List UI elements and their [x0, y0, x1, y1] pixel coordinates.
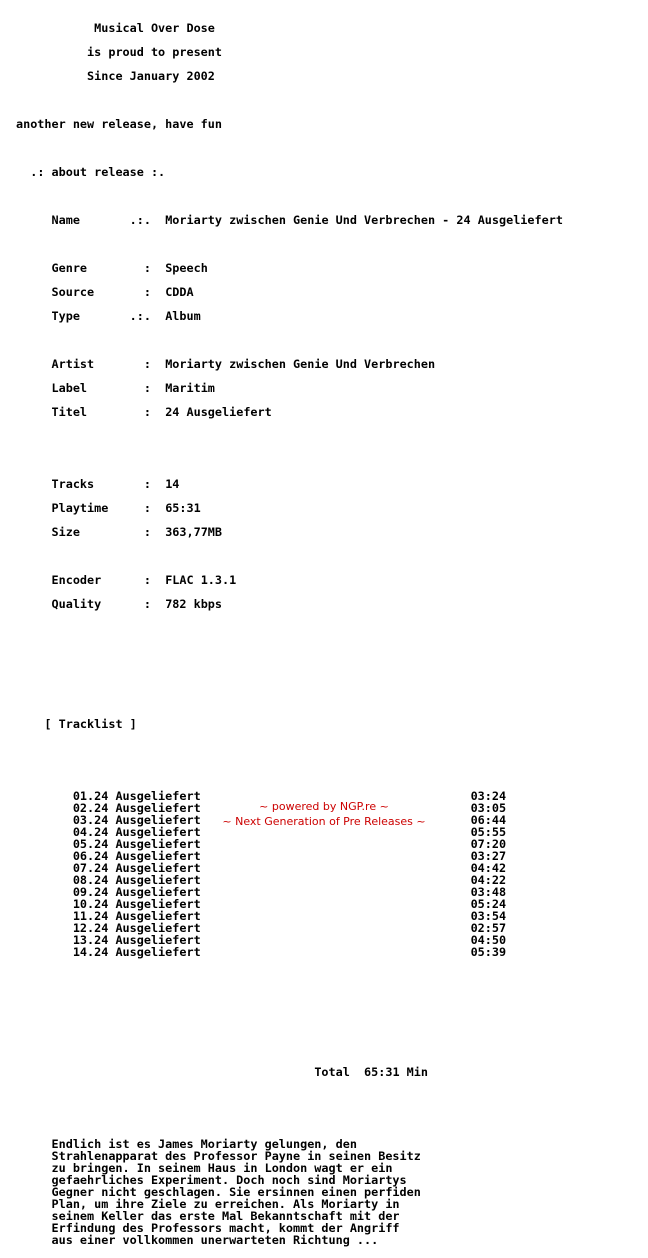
info-playtime-row: Playtime : 65:31 [51, 501, 201, 515]
track-title: 12.24 Ausgeliefert [72, 921, 201, 935]
description-line: Gegner nicht geschlagen. Sie ersinnen einen perfiden [51, 1185, 421, 1199]
footer-powered-by: ~ powered by NGP.re ~ [259, 800, 389, 813]
track-row [16, 946, 563, 958]
info-artist-row: Artist : Moriarty zwischen Genie Und Verbrechen [51, 357, 436, 371]
info-label-row: Label : Maritim [51, 381, 215, 395]
description-line: Endlich ist es James Moriarty gelungen, den [51, 1137, 357, 1151]
track-time: 03:27 [470, 849, 507, 863]
track-time: 04:50 [470, 933, 507, 947]
intro-text: another new release, have fun [16, 117, 222, 131]
tracklist-heading: [ Tracklist ] [44, 717, 137, 731]
track-title: 09.24 Ausgeliefert [72, 885, 201, 899]
track-time: 03:48 [470, 885, 507, 899]
description-line: Strahlenapparat des Professor Payne in seinen Besitz [51, 1149, 421, 1163]
track-title: 10.24 Ausgeliefert [72, 897, 201, 911]
track-time: 06:44 [470, 813, 507, 827]
description-line: gefaehrliches Experiment. Doch noch sind Moriartys [51, 1173, 407, 1187]
header-line-2: is proud to present [87, 45, 222, 59]
track-title: 07.24 Ausgeliefert [72, 861, 201, 875]
track-time: 05:55 [470, 825, 507, 839]
track-time: 05:39 [470, 945, 507, 959]
track-time: 02:57 [470, 921, 507, 935]
description-line: aus einer vollkommen unerwarteten Richtung ... [51, 1233, 379, 1247]
total-unit: Min [406, 1065, 428, 1079]
description-line: Plan, um ihre Ziele zu erreichen. Als Moriarty in [51, 1197, 400, 1211]
track-time: 03:24 [470, 789, 507, 803]
track-title: 02.24 Ausgeliefert [72, 801, 201, 815]
description [16, 1138, 563, 1246]
track-time: 03:05 [470, 801, 507, 815]
track-title: 06.24 Ausgeliefert [72, 849, 201, 863]
footer-tagline: ~ Next Generation of Pre Releases ~ [222, 815, 426, 828]
track-title: 14.24 Ausgeliefert [72, 945, 201, 959]
info-quality-row: Quality : 782 kbps [51, 597, 223, 611]
info-titel-row: Titel : 24 Ausgeliefert [51, 405, 272, 419]
track-time: 04:22 [470, 873, 507, 887]
header-line-3: Since January 2002 [87, 69, 215, 83]
track-title: 11.24 Ausgeliefert [72, 909, 201, 923]
total-label: Total [314, 1065, 350, 1079]
info-encoder-row: Encoder : FLAC 1.3.1 [51, 573, 237, 587]
about-release-heading: .: about release :. [30, 165, 166, 179]
track-time: 05:24 [470, 897, 507, 911]
description-line: zu bringen. In seinem Haus in London wagt er ein [51, 1161, 393, 1175]
info-genre-row: Genre : Speech [51, 261, 208, 275]
track-time: 03:54 [470, 909, 507, 923]
track-title: 08.24 Ausgeliefert [72, 873, 201, 887]
track-time: 07:20 [470, 837, 507, 851]
track-title: 03.24 Ausgeliefert [72, 813, 201, 827]
info-type-row: Type .:. Album [51, 309, 201, 323]
description-line: seinem Keller das erste Mal Bekanntschaft mit der [51, 1209, 400, 1223]
info-name-row: Name .:. Moriarty zwischen Genie Und Verbrechen - 24 Ausgeliefert [51, 213, 563, 227]
info-tracks-row: Tracks : 14 [51, 477, 180, 491]
track-time: 04:42 [470, 861, 507, 875]
nfo-document [16, 10, 563, 1258]
track-title: 13.24 Ausgeliefert [72, 933, 201, 947]
info-size-row: Size : 363,77MB [51, 525, 223, 539]
description-line: Erfindung des Professors macht, kommt der Angriff [51, 1221, 400, 1235]
info-source-row: Source : CDDA [51, 285, 194, 299]
track-title: 01.24 Ausgeliefert [72, 789, 201, 803]
total-row [16, 1066, 563, 1078]
total-value: 65:31 [364, 1065, 400, 1079]
track-title: 05.24 Ausgeliefert [72, 837, 201, 851]
header-line-1: Musical Over Dose [94, 21, 215, 35]
track-title: 04.24 Ausgeliefert [72, 825, 201, 839]
